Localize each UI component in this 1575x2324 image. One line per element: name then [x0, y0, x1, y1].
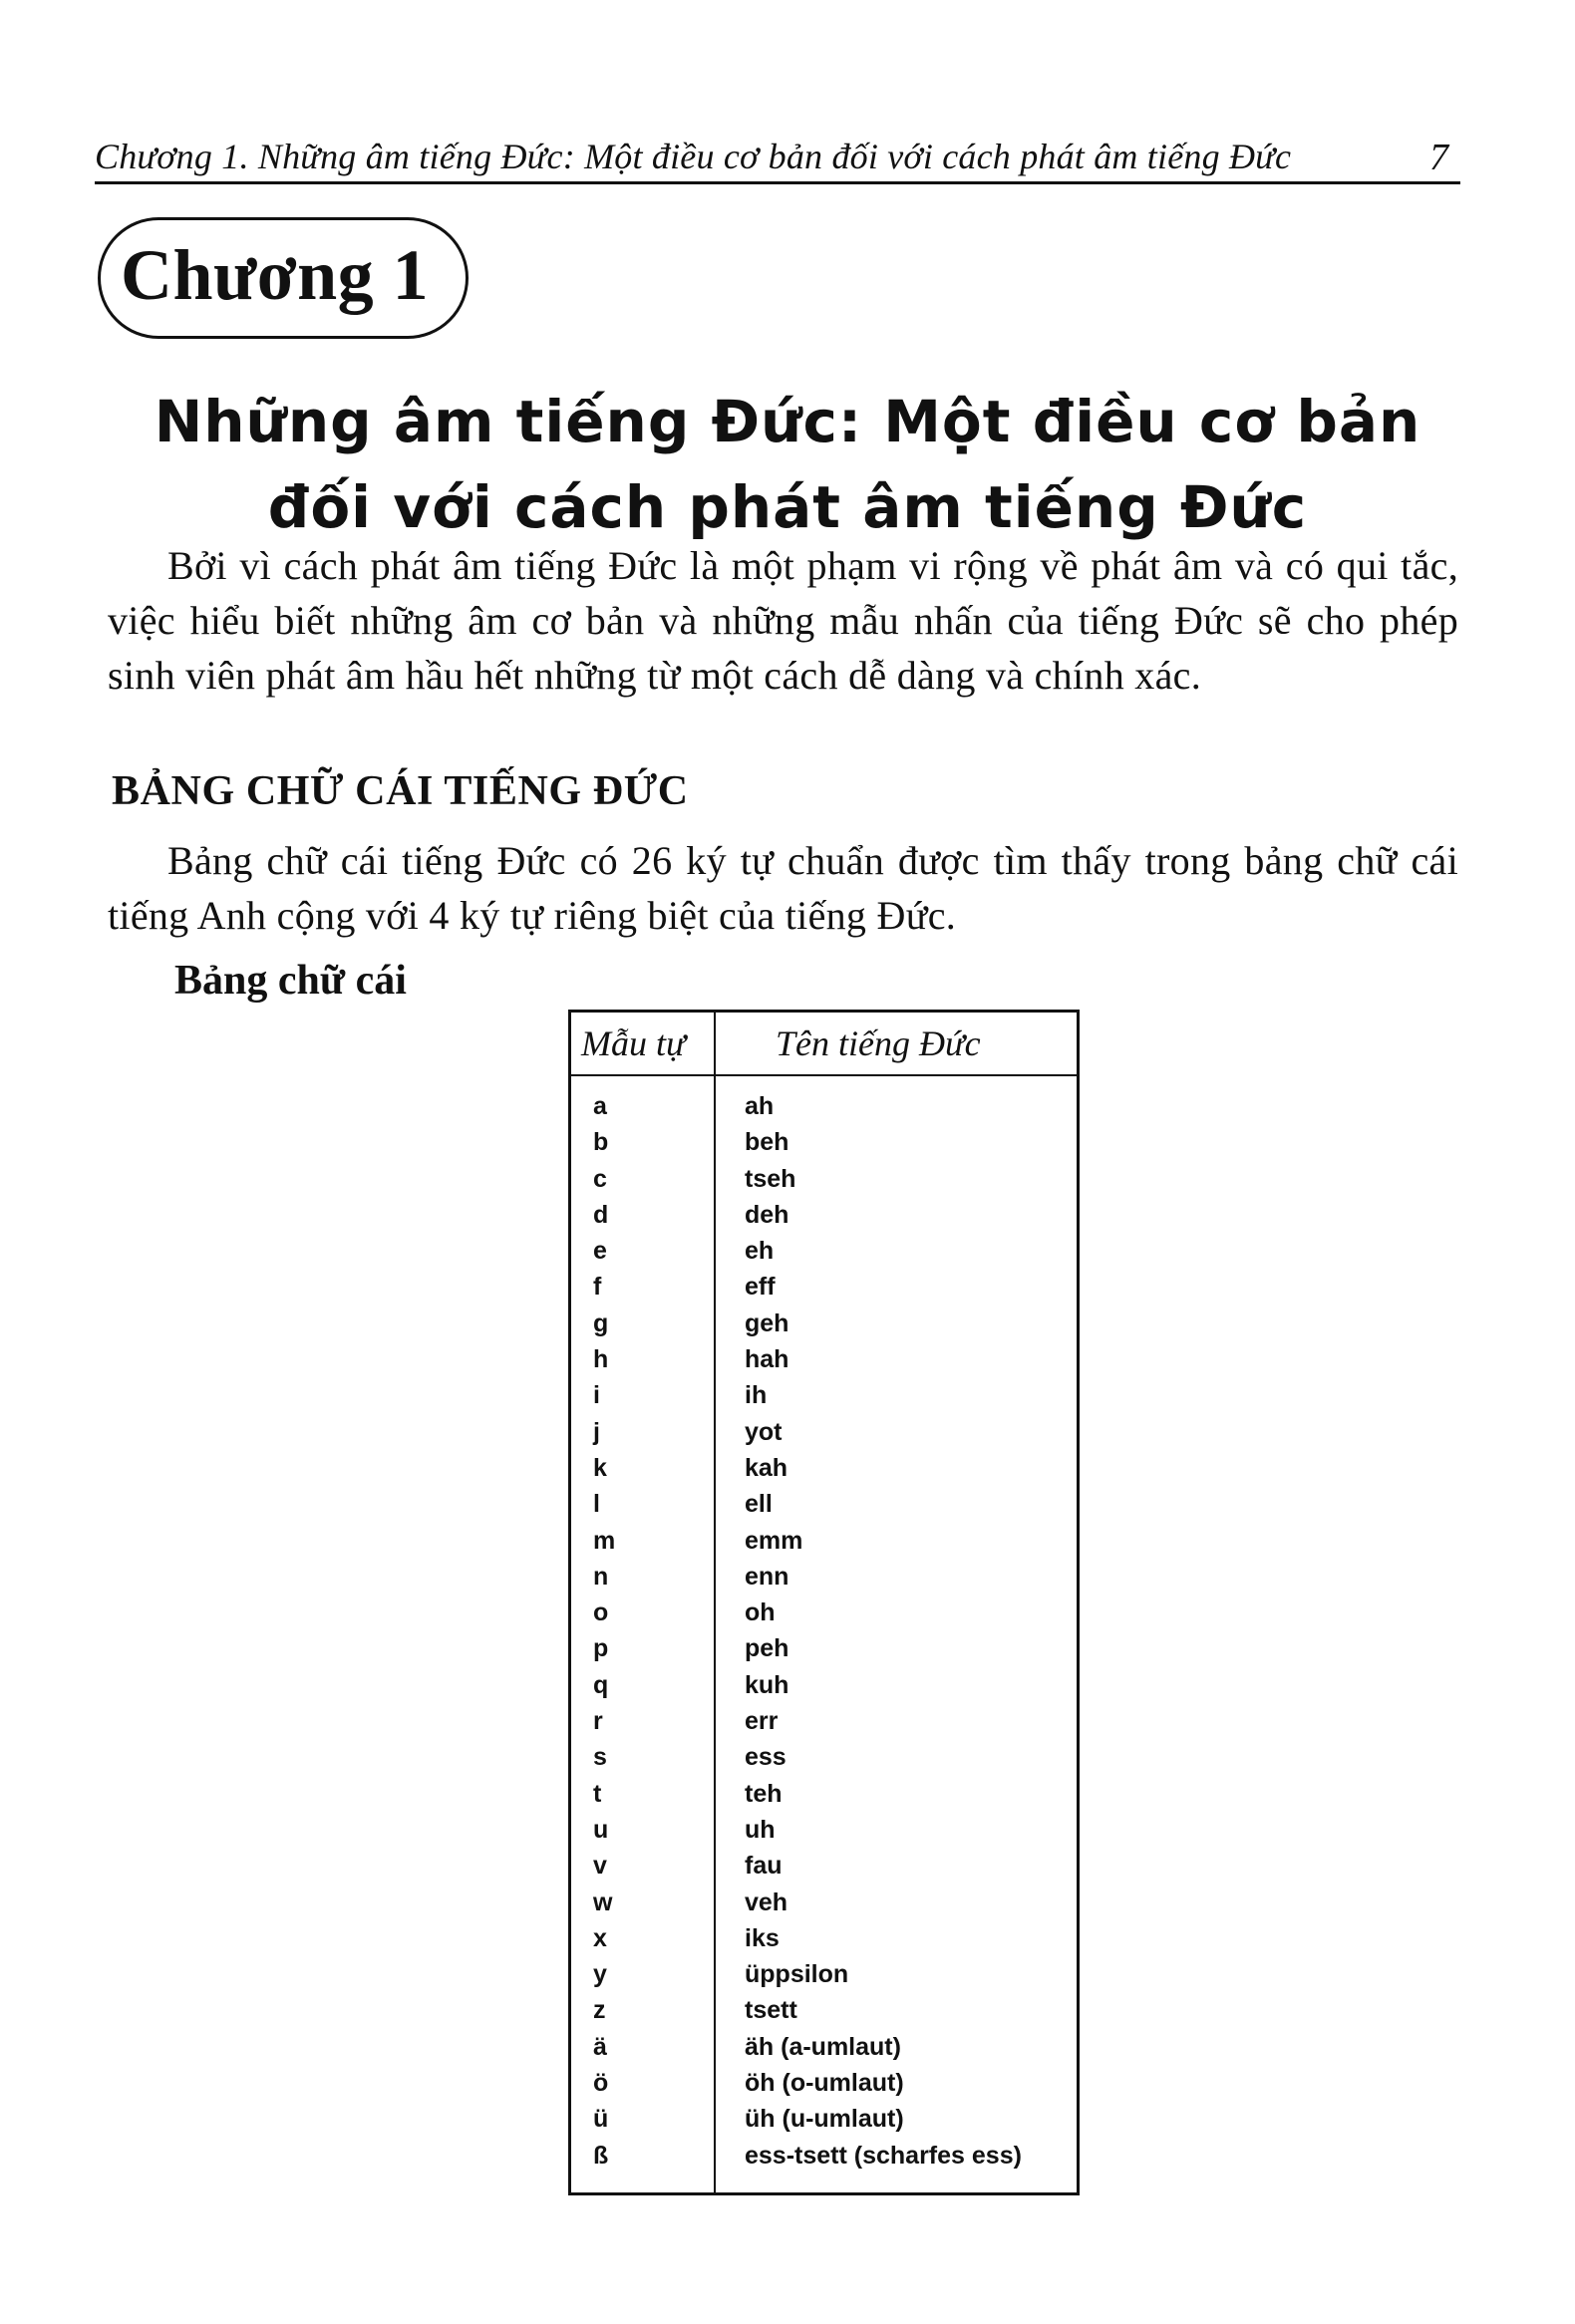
table-row	[571, 2101, 1077, 2137]
german-name-cell: teh	[745, 1779, 783, 1808]
table-row	[571, 1595, 1077, 1630]
german-name-cell: ess-tsett (scharfes ess)	[745, 2141, 1022, 2170]
letter-cell: a	[593, 1092, 607, 1120]
letter-cell: c	[593, 1164, 607, 1193]
table-row	[571, 1414, 1077, 1450]
running-head	[95, 132, 1460, 184]
table-row	[571, 1885, 1077, 1920]
table-row	[571, 1523, 1077, 1559]
table-row	[571, 1341, 1077, 1377]
table-row	[571, 1739, 1077, 1775]
letter-cell: h	[593, 1345, 609, 1374]
letter-cell: v	[593, 1852, 607, 1881]
letter-cell: r	[593, 1707, 603, 1736]
table-row	[571, 1161, 1077, 1197]
table-row	[571, 1306, 1077, 1341]
letter-cell: u	[593, 1815, 609, 1844]
letter-cell: ö	[593, 2069, 609, 2098]
table-row	[571, 1812, 1077, 1848]
german-name-cell: peh	[745, 1634, 789, 1663]
letter-cell: g	[593, 1308, 609, 1337]
german-name-cell: tsett	[745, 1996, 797, 2025]
table-row	[571, 1450, 1077, 1486]
german-name-cell: deh	[745, 1200, 789, 1229]
table-row	[571, 1920, 1077, 1956]
letter-cell: q	[593, 1670, 609, 1699]
table-row	[571, 1956, 1077, 1992]
running-head-title: Chương 1. Những âm tiếng Đức: Một điều cơ bản đối với cách phát âm tiếng Đức	[95, 137, 1292, 176]
table-row	[571, 1559, 1077, 1595]
table-row	[571, 1088, 1077, 1124]
letter-cell: e	[593, 1237, 607, 1266]
table-row	[571, 1269, 1077, 1305]
letter-cell: f	[593, 1273, 602, 1302]
letter-cell: o	[593, 1598, 609, 1627]
german-name-cell: ell	[745, 1490, 773, 1519]
german-name-cell: üppsilon	[745, 1960, 849, 1989]
table-row	[571, 1703, 1077, 1739]
alphabet-paragraph: Bảng chữ cái tiếng Đức có 26 ký tự chuẩn được tìm thấy trong bảng chữ cái tiếng Anh cộng với 4 ký tự riêng biệt của tiếng Đức.	[108, 838, 1458, 938]
table-row	[571, 1776, 1077, 1812]
german-name-cell: enn	[745, 1562, 789, 1591]
letter-cell: x	[593, 1923, 607, 1952]
german-name-cell: eh	[745, 1237, 775, 1266]
german-name-cell: öh (o-umlaut)	[745, 2069, 904, 2098]
table-row	[571, 1848, 1077, 1884]
table-row	[571, 1124, 1077, 1160]
german-name-cell: err	[745, 1707, 779, 1736]
german-name-cell: ess	[745, 1743, 787, 1772]
table-body	[571, 1088, 1077, 2174]
letter-cell: k	[593, 1453, 607, 1482]
letter-cell: b	[593, 1128, 609, 1157]
letter-cell: j	[593, 1417, 600, 1446]
letter-cell: l	[593, 1490, 600, 1519]
table-row	[571, 2029, 1077, 2065]
table-row	[571, 1197, 1077, 1233]
chapter-label-box	[98, 217, 469, 339]
letter-cell: ä	[593, 2032, 607, 2061]
table-row	[571, 1630, 1077, 1666]
table-row	[571, 2065, 1077, 2101]
german-name-cell: tseh	[745, 1164, 796, 1193]
table-row	[571, 1233, 1077, 1269]
chapter-title: Những âm tiếng Đức: Một điều cơ bản đối với cách phát âm tiếng Đức	[154, 388, 1421, 541]
letter-cell: w	[593, 1888, 613, 1916]
letter-cell: d	[593, 1200, 609, 1229]
section-heading: BẢNG CHỮ CÁI TIẾNG ĐỨC	[112, 768, 689, 814]
german-name-cell: üh (u-umlaut)	[745, 2105, 904, 2134]
german-name-cell: äh (a-umlaut)	[745, 2032, 901, 2061]
german-name-cell: iks	[745, 1923, 780, 1952]
table-row	[571, 1377, 1077, 1413]
german-name-cell: ih	[745, 1381, 768, 1410]
chapter-label: Chương 1	[121, 235, 430, 315]
header-letter: Mẫu tự	[581, 1023, 686, 1063]
german-name-cell: ah	[745, 1092, 775, 1120]
german-name-cell: oh	[745, 1598, 776, 1627]
letter-cell: n	[593, 1562, 609, 1591]
header-german-name: Tên tiếng Đức	[776, 1023, 981, 1063]
letter-cell: m	[593, 1526, 616, 1555]
german-name-cell: geh	[745, 1308, 789, 1337]
german-name-cell: kuh	[745, 1670, 789, 1699]
table-row	[571, 1667, 1077, 1703]
table-header	[571, 1013, 1077, 1076]
german-name-cell: veh	[745, 1888, 788, 1916]
table-caption: Bảng chữ cái	[174, 958, 407, 1004]
letter-cell: z	[593, 1996, 606, 2025]
german-name-cell: fau	[745, 1852, 783, 1881]
german-name-cell: eff	[745, 1273, 776, 1302]
table-row	[571, 2138, 1077, 2174]
letter-cell: i	[593, 1381, 600, 1410]
letter-cell: y	[593, 1960, 607, 1989]
german-name-cell: beh	[745, 1128, 789, 1157]
letter-cell: t	[593, 1779, 602, 1808]
letter-cell: ß	[593, 2141, 609, 2170]
german-name-cell: uh	[745, 1815, 776, 1844]
letter-cell: s	[593, 1743, 607, 1772]
page-number: 7	[1429, 137, 1448, 178]
german-name-cell: emm	[745, 1526, 803, 1555]
german-name-cell: kah	[745, 1453, 788, 1482]
alphabet-table	[568, 1010, 1080, 2195]
intro-paragraph: Bởi vì cách phát âm tiếng Đức là một phạm vi rộng về phát âm và có qui tắc, việc hiểu biết những âm cơ bản và những mẫu nhấn của tiếng Đức sẽ cho phép sinh viên phát âm hầu hết những từ một cách dễ dàng và chính xác.	[108, 543, 1458, 698]
letter-cell: ü	[593, 2105, 609, 2134]
letter-cell: p	[593, 1634, 609, 1663]
table-row	[571, 1992, 1077, 2028]
german-name-cell: hah	[745, 1345, 789, 1374]
table-row	[571, 1486, 1077, 1522]
german-name-cell: yot	[745, 1417, 783, 1446]
